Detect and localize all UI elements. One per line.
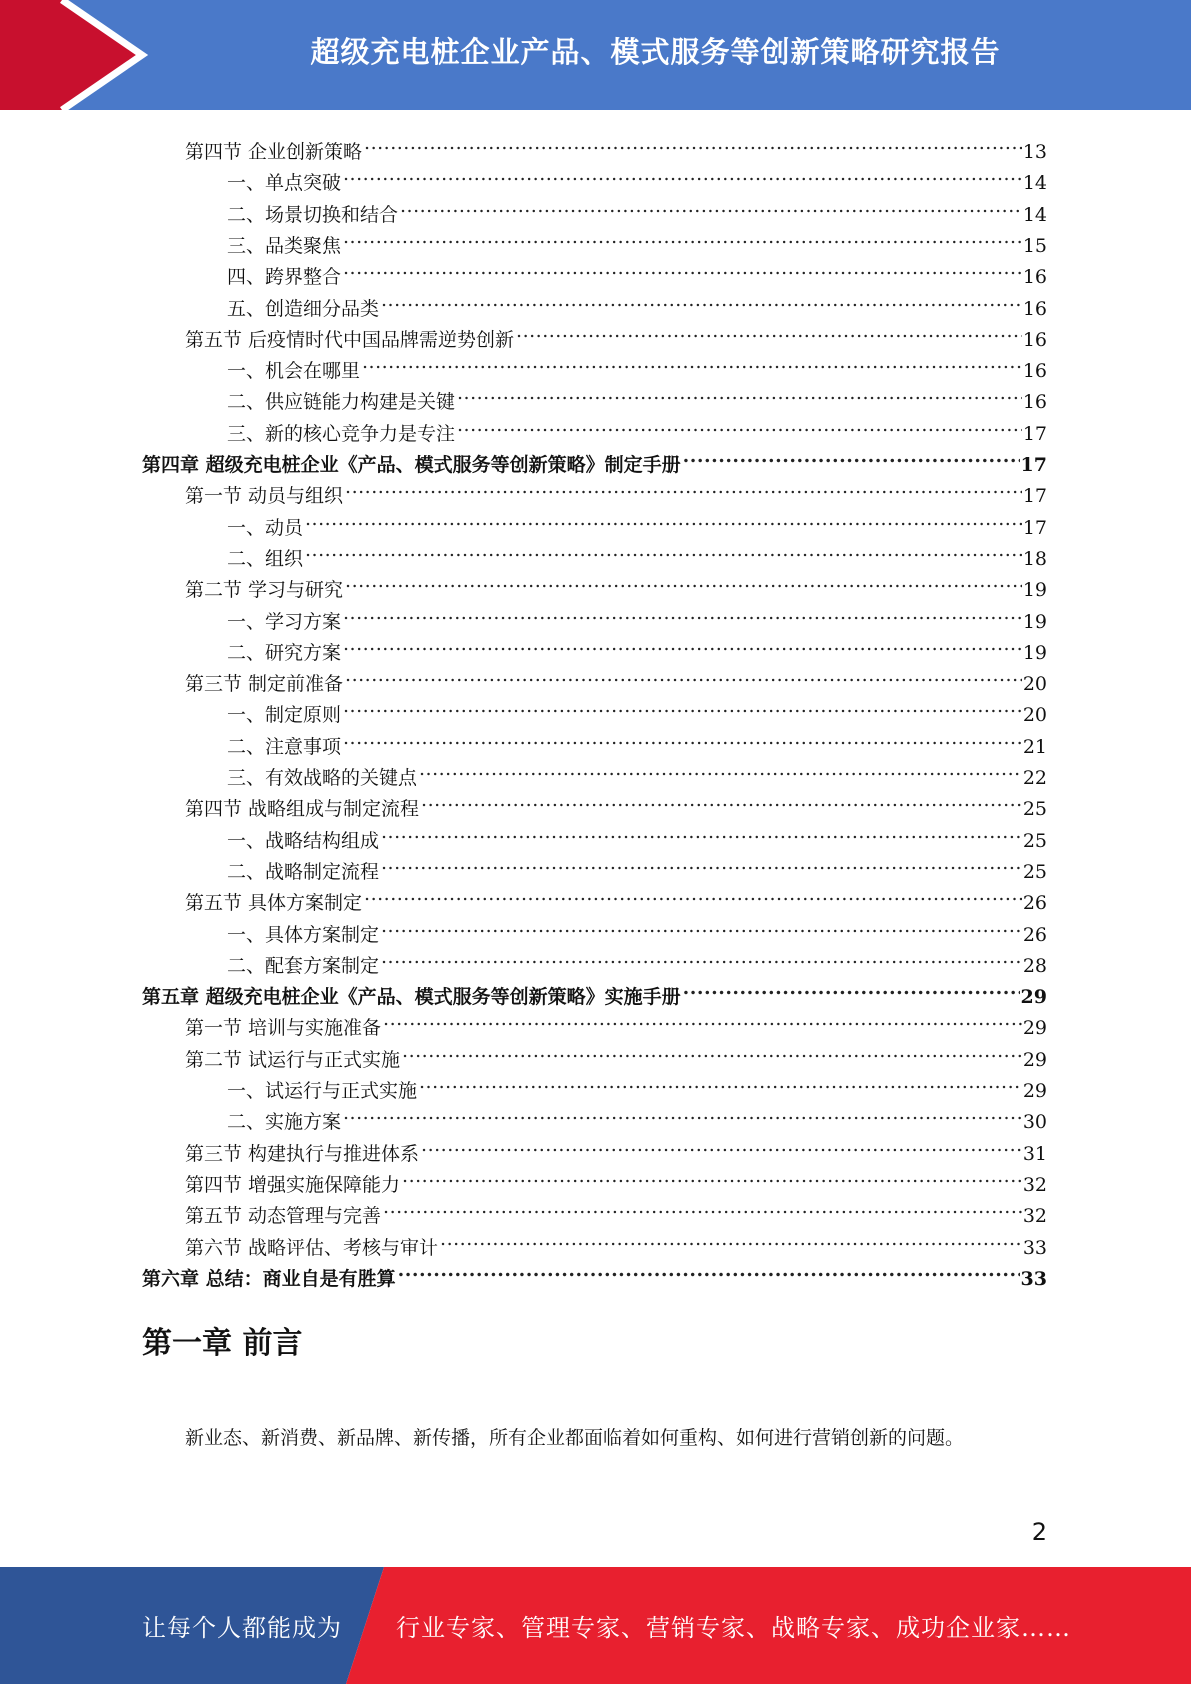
toc-entry-title: 第二节 试运行与正式实施 <box>185 1049 401 1071</box>
toc-entry-page: 14 <box>1022 172 1047 194</box>
toc-entry[interactable] <box>185 1192 1047 1227</box>
toc-entry-page: 31 <box>1022 1143 1047 1165</box>
toc-dot-leader <box>419 754 1022 784</box>
toc-entry-title: 五、创造细分品类 <box>227 298 380 320</box>
toc-dot-leader <box>400 191 1022 221</box>
toc-entry-title: 第三节 制定前准备 <box>185 673 344 695</box>
report-title: 超级充电桩企业产品、模式服务等创新策略研究报告 <box>310 34 1001 69</box>
toc-entry-page: 14 <box>1022 204 1047 226</box>
toc-dot-leader <box>383 1192 1022 1222</box>
toc-entry-title: 第四节 企业创新策略 <box>185 141 363 163</box>
toc-entry-page: 32 <box>1022 1205 1047 1227</box>
toc-entry-page: 28 <box>1022 955 1047 977</box>
toc-entry-title: 一、动员 <box>227 517 304 539</box>
toc-entry-page: 16 <box>1022 298 1047 320</box>
toc-entry[interactable] <box>227 535 1047 570</box>
toc-dot-leader <box>402 1036 1022 1066</box>
toc-dot-leader <box>343 222 1022 252</box>
toc-entry[interactable] <box>227 691 1047 726</box>
toc-entry[interactable] <box>185 1161 1047 1196</box>
toc-dot-leader <box>381 817 1022 847</box>
toc-entry-page: 25 <box>1022 798 1047 820</box>
toc-entry-page: 32 <box>1022 1174 1047 1196</box>
body-paragraph: 新业态、新消费、新品牌、新传播，所有企业都面临着如何重构、如何进行营销创新的问题。 <box>185 1427 965 1449</box>
toc-dot-leader <box>343 1098 1022 1128</box>
toc-entry-title: 第一节 培训与实施准备 <box>185 1017 382 1039</box>
toc-entry-title: 三、品类聚焦 <box>227 235 342 257</box>
toc-entry[interactable] <box>185 1036 1047 1071</box>
toc-entry-page: 22 <box>1022 767 1047 789</box>
toc-entry-title: 二、场景切换和结合 <box>227 204 399 226</box>
toc-dot-leader <box>398 1255 1020 1285</box>
toc-dot-leader <box>381 911 1022 941</box>
toc-entry-title: 第五节 动态管理与完善 <box>185 1205 382 1227</box>
toc-entry[interactable] <box>227 629 1047 664</box>
toc-dot-leader <box>305 535 1022 565</box>
toc-entry[interactable] <box>185 128 1047 163</box>
toc-entry[interactable] <box>227 347 1047 382</box>
toc-entry[interactable] <box>142 973 1047 1008</box>
toc-dot-leader <box>381 848 1022 878</box>
toc-entry-title: 二、实施方案 <box>227 1111 342 1133</box>
footer-slogan-left: 让每个人都能成为 <box>142 1614 342 1642</box>
toc-dot-leader <box>343 598 1022 628</box>
toc-entry[interactable] <box>227 222 1047 257</box>
toc-entry[interactable] <box>185 785 1047 820</box>
toc-entry-title: 二、组织 <box>227 548 304 570</box>
toc-entry-title: 一、机会在哪里 <box>227 360 361 382</box>
toc-entry-title: 第三节 构建执行与推进体系 <box>185 1143 420 1165</box>
toc-entry-page: 16 <box>1022 329 1047 351</box>
toc-entry-title: 一、学习方案 <box>227 611 342 633</box>
toc-entry-page: 20 <box>1022 673 1047 695</box>
toc-entry-page: 13 <box>1022 141 1047 163</box>
toc-dot-leader <box>383 1004 1022 1034</box>
toc-dot-leader <box>440 1224 1022 1254</box>
toc-entry-page: 26 <box>1022 892 1047 914</box>
toc-entry-title: 第六节 战略评估、考核与审计 <box>185 1237 439 1259</box>
toc-dot-leader <box>683 441 1020 471</box>
toc-entry-title: 二、战略制定流程 <box>227 861 380 883</box>
toc-entry[interactable] <box>227 1098 1047 1133</box>
toc-entry-page: 17 <box>1020 454 1047 476</box>
toc-dot-leader <box>343 159 1022 189</box>
toc-entry[interactable] <box>185 472 1047 507</box>
page-header <box>0 0 1191 110</box>
toc-entry-title: 第六章 总结：商业自是有胜算 <box>142 1268 396 1290</box>
toc-entry-title: 一、战略结构组成 <box>227 830 380 852</box>
toc-entry-page: 16 <box>1022 360 1047 382</box>
toc-entry-page: 17 <box>1022 485 1047 507</box>
toc-entry[interactable] <box>142 441 1047 476</box>
toc-entry-title: 一、具体方案制定 <box>227 924 380 946</box>
toc-entry-title: 第五章 超级充电桩企业《产品、模式服务等创新策略》实施手册 <box>142 986 681 1008</box>
toc-entry[interactable] <box>227 159 1047 194</box>
toc-entry[interactable] <box>185 1004 1047 1039</box>
page-number: 2 <box>1031 1518 1047 1546</box>
toc-dot-leader <box>345 660 1022 690</box>
toc-entry-title: 一、制定原则 <box>227 704 342 726</box>
toc-dot-leader <box>421 1130 1022 1160</box>
toc-dot-leader <box>343 253 1022 283</box>
toc-entry[interactable] <box>185 879 1047 914</box>
toc-dot-leader <box>683 973 1020 1003</box>
toc-entry-title: 第四章 超级充电桩企业《产品、模式服务等创新策略》制定手册 <box>142 454 681 476</box>
toc-entry-title: 二、供应链能力构建是关键 <box>227 391 456 413</box>
toc-entry-title: 三、新的核心竞争力是专注 <box>227 423 456 445</box>
toc-dot-leader <box>362 347 1022 377</box>
toc-entry[interactable] <box>185 566 1047 601</box>
header-chevron-decoration <box>0 0 160 110</box>
toc-entry[interactable] <box>142 1255 1047 1290</box>
toc-entry-title: 第二节 学习与研究 <box>185 579 344 601</box>
toc-dot-leader <box>421 785 1022 815</box>
toc-entry[interactable] <box>227 598 1047 633</box>
chapter-heading: 第一章 前言 <box>142 1326 303 1361</box>
toc-dot-leader <box>364 128 1022 158</box>
toc-entry-page: 21 <box>1022 736 1047 758</box>
toc-entry-page: 29 <box>1022 1017 1047 1039</box>
toc-entry-page: 33 <box>1022 1237 1047 1259</box>
toc-entry[interactable] <box>227 911 1047 946</box>
toc-entry-title: 一、试运行与正式实施 <box>227 1080 418 1102</box>
toc-entry[interactable] <box>227 942 1047 977</box>
toc-dot-leader <box>305 504 1022 534</box>
toc-entry-title: 一、单点突破 <box>227 172 342 194</box>
toc-dot-leader <box>419 1067 1022 1097</box>
toc-dot-leader <box>516 316 1022 346</box>
toc-dot-leader <box>343 629 1022 659</box>
toc-dot-leader <box>402 1161 1022 1191</box>
toc-dot-leader <box>381 942 1022 972</box>
toc-entry-page: 26 <box>1022 924 1047 946</box>
toc-entry-page: 20 <box>1022 704 1047 726</box>
toc-dot-leader <box>457 410 1022 440</box>
toc-entry-title: 二、注意事项 <box>227 736 342 758</box>
toc-entry-page: 17 <box>1022 517 1047 539</box>
toc-entry-title: 二、配套方案制定 <box>227 955 380 977</box>
toc-dot-leader <box>343 691 1022 721</box>
toc-entry[interactable] <box>227 504 1047 539</box>
toc-entry-page: 18 <box>1022 548 1047 570</box>
toc-dot-leader <box>457 378 1022 408</box>
toc-dot-leader <box>381 285 1022 315</box>
toc-entry-title: 二、研究方案 <box>227 642 342 664</box>
toc-entry-title: 第四节 战略组成与制定流程 <box>185 798 420 820</box>
toc-entry[interactable] <box>185 660 1047 695</box>
toc-entry-page: 16 <box>1022 391 1047 413</box>
toc-dot-leader <box>364 879 1022 909</box>
toc-entry-page: 17 <box>1022 423 1047 445</box>
toc-entry-title: 三、有效战略的关键点 <box>227 767 418 789</box>
toc-entry[interactable] <box>185 1224 1047 1259</box>
toc-entry-title: 第五节 后疫情时代中国品牌需逆势创新 <box>185 329 515 351</box>
toc-entry-page: 29 <box>1022 1080 1047 1102</box>
toc-entry[interactable] <box>227 191 1047 226</box>
toc-entry[interactable] <box>185 316 1047 351</box>
toc-dot-leader <box>345 472 1022 502</box>
toc-dot-leader <box>343 723 1022 753</box>
toc-entry-page: 19 <box>1022 611 1047 633</box>
toc-entry-title: 第五节 具体方案制定 <box>185 892 363 914</box>
toc-entry-page: 15 <box>1022 235 1047 257</box>
toc-entry[interactable] <box>185 1130 1047 1165</box>
toc-entry-page: 29 <box>1020 986 1047 1008</box>
toc-entry[interactable] <box>227 378 1047 413</box>
toc-dot-leader <box>345 566 1022 596</box>
footer-slogan-right: 行业专家、管理专家、营销专家、战略专家、成功企业家…… <box>396 1614 1071 1642</box>
toc-entry[interactable] <box>227 754 1047 789</box>
toc-entry-page: 16 <box>1022 266 1047 288</box>
toc-entry-page: 25 <box>1022 830 1047 852</box>
toc-entry[interactable] <box>227 1067 1047 1102</box>
toc-entry-page: 30 <box>1022 1111 1047 1133</box>
toc-entry-title: 第四节 增强实施保障能力 <box>185 1174 401 1196</box>
toc-entry-title: 第一节 动员与组织 <box>185 485 344 507</box>
toc-entry[interactable] <box>227 285 1047 320</box>
page-footer <box>0 1567 1191 1684</box>
toc-entry-title: 四、跨界整合 <box>227 266 342 288</box>
toc-entry-page: 19 <box>1022 579 1047 601</box>
toc-entry-page: 29 <box>1022 1049 1047 1071</box>
toc-entry[interactable] <box>227 253 1047 288</box>
toc-entry-page: 25 <box>1022 861 1047 883</box>
toc-entry[interactable] <box>227 410 1047 445</box>
toc-entry-page: 33 <box>1020 1268 1047 1290</box>
toc-entry-page: 19 <box>1022 642 1047 664</box>
toc-entry[interactable] <box>227 848 1047 883</box>
toc-entry[interactable] <box>227 723 1047 758</box>
toc-entry[interactable] <box>227 817 1047 852</box>
